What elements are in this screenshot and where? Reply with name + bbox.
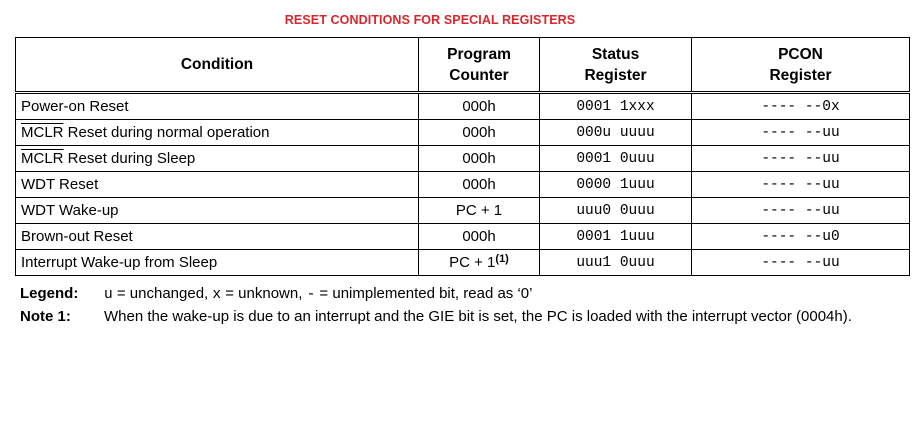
- condition-cell: [16, 172, 419, 198]
- header-program-counter-line2: Counter: [449, 66, 509, 84]
- pcon-register-cell: ---- --uu: [692, 172, 910, 198]
- legend-dash-code: -: [306, 287, 316, 303]
- table-notes: [20, 283, 910, 328]
- pcon-register-cell: ---- --uu: [692, 198, 910, 224]
- header-pcon-register: [692, 38, 910, 93]
- condition-cell: [16, 224, 419, 250]
- table-row: [16, 250, 910, 276]
- status-register-cell: 0000 1uuu: [540, 172, 692, 198]
- pcon-register-cell: ---- --uu: [692, 146, 910, 172]
- header-pcon-register-line2: Register: [769, 66, 832, 84]
- header-status-register: [540, 38, 692, 93]
- note1-row: [20, 306, 910, 328]
- legend-x-text: = unknown,: [221, 285, 307, 302]
- program-counter-cell: 000h: [419, 146, 540, 172]
- footnote-reference: (1): [495, 253, 509, 265]
- legend-label: Legend:: [20, 285, 79, 302]
- pcon-register-cell: ---- --uu: [692, 250, 910, 276]
- table-row: [16, 120, 910, 146]
- program-counter-cell: PC + 1: [419, 198, 540, 224]
- status-register-cell: 000u uuuu: [540, 120, 692, 146]
- table-row: [16, 224, 910, 250]
- header-pcon-register-line1: PCON: [778, 45, 823, 63]
- header-status-register-line2: Register: [584, 66, 647, 84]
- status-register-cell: uuu1 0uuu: [540, 250, 692, 276]
- table-row: [16, 146, 910, 172]
- pcon-register-cell: ---- --uu: [692, 120, 910, 146]
- condition-text: Brown-out Reset: [21, 228, 133, 245]
- program-counter-cell: 000h: [419, 120, 540, 146]
- condition-text: Reset during Sleep: [63, 150, 196, 167]
- status-register-cell: 0001 1uuu: [540, 224, 692, 250]
- condition-text: Reset during normal operation: [63, 124, 270, 141]
- legend-x-code: x: [212, 287, 222, 303]
- legend-u-code: u: [104, 287, 113, 303]
- condition-text: WDT Wake-up: [21, 202, 119, 219]
- header-status-register-line1: Status: [591, 45, 640, 63]
- legend-text: [104, 283, 910, 306]
- program-counter-cell: 000h: [419, 172, 540, 198]
- program-counter-text: PC + 1: [449, 254, 496, 271]
- condition-text: Interrupt Wake-up from Sleep: [21, 254, 218, 271]
- header-program-counter-line1: Program: [447, 45, 511, 63]
- condition-cell: [16, 93, 419, 120]
- program-counter-cell: [419, 250, 540, 276]
- table-row: [16, 198, 910, 224]
- condition-text: WDT Reset: [21, 176, 99, 193]
- pcon-register-cell: ---- --u0: [692, 224, 910, 250]
- condition-cell: [16, 198, 419, 224]
- condition-cell: [16, 146, 419, 172]
- header-program-counter: [419, 38, 540, 93]
- legend-dash-text: = unimplemented bit, read as ‘0’: [315, 285, 533, 302]
- mclr-overline-text: MCLR: [21, 150, 64, 167]
- status-register-cell: uuu0 0uuu: [540, 198, 692, 224]
- mclr-overline-text: MCLR: [21, 124, 64, 141]
- condition-cell: [16, 120, 419, 146]
- note1-label: Note 1:: [20, 308, 71, 325]
- table-header-row: [16, 38, 910, 93]
- header-condition: Condition: [16, 38, 419, 93]
- note1-text: When the wake-up is due to an interrupt and the GIE bit is set, the PC is loaded with the interrupt vector (0004h).: [104, 308, 852, 325]
- table-title: RESET CONDITIONS FOR SPECIAL REGISTERS: [284, 13, 576, 27]
- program-counter-cell: 000h: [419, 224, 540, 250]
- legend-row: [20, 283, 910, 306]
- status-register-cell: 0001 1xxx: [540, 93, 692, 120]
- legend-u-text: = unchanged,: [112, 285, 213, 302]
- status-register-cell: 0001 0uuu: [540, 146, 692, 172]
- condition-text: Power-on Reset: [21, 98, 129, 115]
- table-row: [16, 172, 910, 198]
- pcon-register-cell: ---- --0x: [692, 93, 910, 120]
- reset-conditions-table: [15, 37, 910, 276]
- table-row: [16, 93, 910, 120]
- condition-cell: [16, 250, 419, 276]
- program-counter-cell: 000h: [419, 93, 540, 120]
